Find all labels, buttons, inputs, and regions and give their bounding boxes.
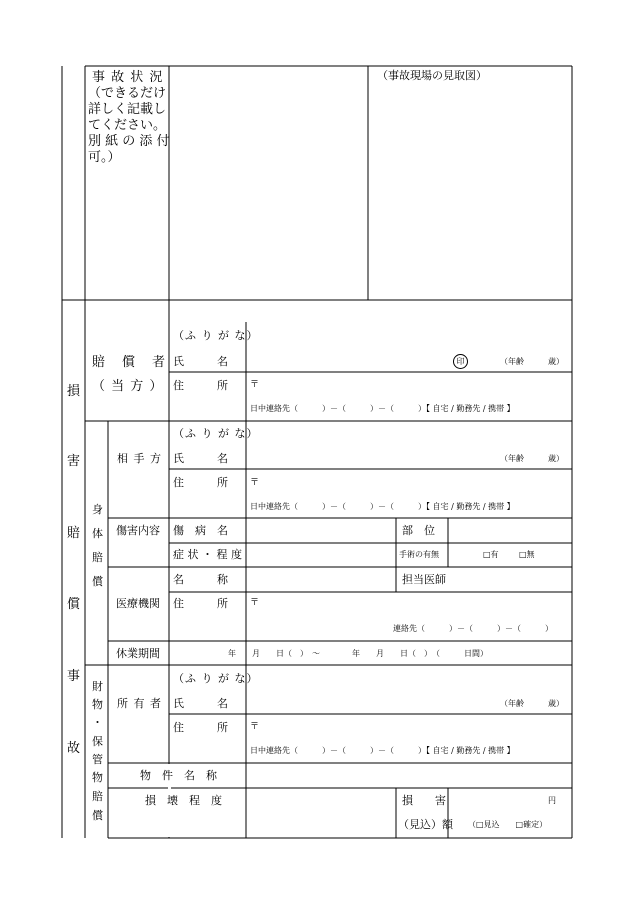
disease-name-label: 傷 病 名	[173, 524, 228, 537]
medical-name-label: 名 称	[173, 573, 228, 586]
damage-amount-label-2: （見込）額	[398, 818, 453, 831]
accident-label-2: （できるだけ	[88, 86, 167, 101]
liable-address-label: 住 所	[173, 379, 228, 392]
surgery-no-checkbox[interactable]: □無	[519, 550, 535, 559]
bodily-vertical-3: 賠	[92, 551, 103, 564]
seal-icon: 印	[453, 354, 468, 369]
medical-label: 医療機関	[116, 597, 160, 610]
counterparty-furigana-label: （ふ り が な）	[173, 427, 259, 440]
medical-postal: 〒	[250, 598, 260, 608]
surgery-yes-checkbox[interactable]: □有	[483, 550, 499, 559]
side-heading-6: 故	[67, 741, 81, 756]
accident-label-4: てください。	[88, 118, 167, 133]
property-vertical-4: 保	[92, 735, 103, 748]
counterparty-address-label: 住 所	[173, 476, 228, 489]
property-vertical-5: 管	[92, 753, 103, 766]
symptom-label: 症 状 ・ 程 度	[173, 548, 242, 561]
damage-extent-label: 損 壊 程 度	[145, 794, 222, 807]
side-heading-5: 事	[67, 669, 81, 684]
absence-period: 年 月 日（ ） ～ 年 月 日（ ） （ 日間）	[228, 649, 488, 658]
owner-label: 所 有 者	[117, 697, 162, 710]
liable-name-label: 氏 名	[173, 355, 228, 368]
liable-contact: 日中連絡先（ ）－（ ）－（ ）【 自宅 / 勤務先 / 携帯 】	[250, 404, 515, 413]
sketch-label: （事故現場の見取図）	[377, 69, 487, 82]
accident-label-6: 可。）	[88, 150, 121, 165]
accident-label-1: 事 故 状 況	[92, 70, 164, 85]
counterparty-name-label: 氏 名	[173, 452, 228, 465]
owner-furigana-label: （ふ り が な）	[173, 672, 259, 685]
medical-contact: 連絡先（ ）－（ ）－（ ）	[393, 624, 553, 633]
property-vertical-2: 物	[92, 698, 103, 711]
liable-furigana-label: （ふ り が な）	[173, 329, 259, 342]
side-heading-4: 償	[67, 597, 81, 612]
owner-name-label: 氏 名	[173, 697, 228, 710]
liable-postal: 〒	[250, 380, 260, 390]
liable-age: （年齢 歳）	[500, 357, 564, 366]
damage-amount-label-1: 損 害	[402, 794, 446, 807]
owner-age: （年齢 歳）	[500, 699, 564, 708]
side-heading-2: 害	[67, 454, 81, 469]
property-vertical-6: 物	[92, 771, 103, 784]
counterparty-contact: 日中連絡先（ ）－（ ）－（ ）【 自宅 / 勤務先 / 携帯 】	[250, 502, 515, 511]
owner-address-label: 住 所	[173, 721, 228, 734]
counterparty-age: （年齢 歳）	[500, 454, 564, 463]
liable-label-sub: （ 当 方 ）	[92, 379, 164, 394]
liable-label: 賠 償 者	[92, 355, 168, 370]
property-vertical-3: ・	[92, 716, 103, 729]
counterparty-label: 相 手 方	[117, 452, 162, 465]
bodily-vertical-1: 身	[92, 503, 103, 516]
owner-postal: 〒	[250, 722, 260, 732]
estimate-options: （□見込 □確定）	[468, 820, 548, 829]
bodily-vertical-2: 体	[92, 527, 103, 540]
side-heading-3: 賠	[67, 526, 81, 541]
accident-label-3: 詳しく記載し	[88, 102, 167, 117]
item-name-label: 物 件 名 称	[140, 769, 217, 782]
surgery-label: 手術の有無	[399, 550, 439, 559]
counterparty-postal: 〒	[250, 478, 260, 488]
medical-address-label: 住 所	[173, 597, 228, 610]
property-vertical-1: 財	[92, 680, 103, 693]
accident-label-5: 別 紙 の 添 付	[88, 134, 170, 149]
side-heading-1: 損	[67, 384, 81, 399]
yen-unit: 円	[548, 796, 556, 805]
property-vertical-7: 賠	[92, 790, 103, 803]
doctor-label: 担当医師	[402, 573, 446, 586]
owner-contact: 日中連絡先（ ）－（ ）－（ ）【 自宅 / 勤務先 / 携帯 】	[250, 746, 515, 755]
bodily-vertical-4: 償	[92, 575, 103, 588]
absence-label: 休業期間	[116, 647, 160, 660]
injury-label: 傷害内容	[116, 524, 160, 537]
property-vertical-8: 償	[92, 809, 103, 822]
site-label: 部 位	[402, 524, 435, 537]
